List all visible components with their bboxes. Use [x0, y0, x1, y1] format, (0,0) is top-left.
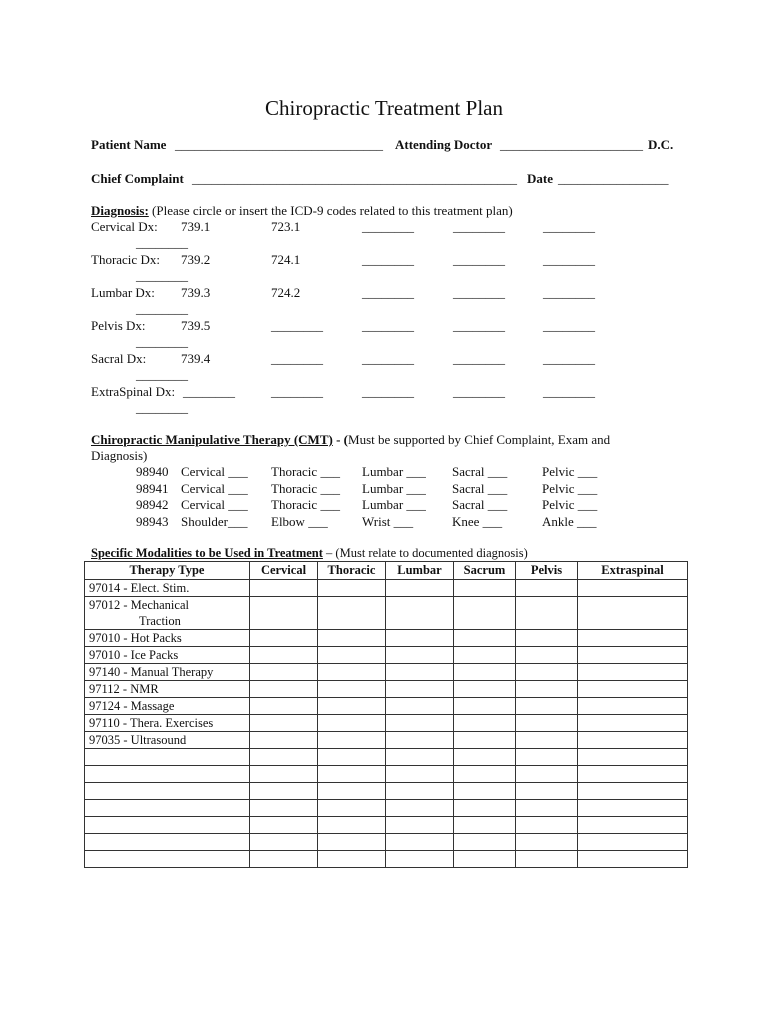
modality-checkbox-cell[interactable]: [578, 783, 688, 800]
table-row: [85, 597, 688, 630]
diagnosis-code: 739.5: [181, 318, 211, 333]
column-header: Pelvis: [516, 562, 578, 580]
diagnosis-code-blank[interactable]: ________: [453, 285, 505, 300]
modality-checkbox-cell[interactable]: [386, 749, 454, 766]
cmt-dash: -: [332, 432, 344, 447]
diagnosis-code-blank[interactable]: ________: [543, 318, 595, 333]
cmt-heading: Chiropractic Manipulative Therapy (CMT): [91, 432, 333, 447]
column-header: Lumbar: [386, 562, 454, 580]
modality-checkbox-cell[interactable]: [454, 597, 516, 630]
diagnosis-code: 739.2: [181, 252, 211, 267]
modality-checkbox-cell[interactable]: [454, 715, 516, 732]
cmt-region-checkbox[interactable]: Shoulder___: [181, 513, 248, 529]
therapy-type-cell: [85, 715, 250, 732]
modality-checkbox-cell[interactable]: [318, 647, 386, 664]
modality-checkbox-cell[interactable]: [578, 681, 688, 698]
table-row: [85, 715, 688, 732]
diagnosis-code-blank[interactable]: ________: [362, 384, 414, 399]
modality-checkbox-cell[interactable]: [250, 834, 318, 851]
diagnosis-code-blank[interactable]: ________: [271, 318, 323, 333]
therapy-type-cell: [85, 630, 250, 647]
cmt-code: 98940: [136, 464, 169, 479]
therapy-type-cell: [85, 732, 250, 749]
modality-checkbox-cell[interactable]: [516, 817, 578, 834]
table-row: [85, 834, 688, 851]
modality-checkbox-cell[interactable]: [318, 800, 386, 817]
modality-checkbox-cell[interactable]: [578, 580, 688, 597]
modality-checkbox-cell[interactable]: [454, 766, 516, 783]
diagnosis-code-blank[interactable]: ________: [136, 301, 188, 316]
table-row: [85, 851, 688, 868]
diagnosis-row-label: Cervical Dx:: [91, 219, 158, 234]
modality-checkbox-cell[interactable]: [318, 834, 386, 851]
therapy-type-cell: [85, 597, 250, 630]
therapy-type-cell: [85, 800, 250, 817]
patient-name-label: Patient Name: [91, 137, 167, 152]
diagnosis-row-label: Sacral Dx:: [91, 351, 147, 366]
diagnosis-code-blank[interactable]: ________: [543, 285, 595, 300]
patient-name-field[interactable]: ________________________________: [175, 137, 383, 152]
diagnosis-code-blank[interactable]: ________: [543, 252, 595, 267]
modality-checkbox-cell[interactable]: [454, 630, 516, 647]
cmt-code: 98942: [136, 497, 169, 512]
modality-checkbox-cell[interactable]: [578, 817, 688, 834]
diagnosis-code-blank[interactable]: ________: [136, 268, 188, 283]
table-row: [85, 664, 688, 681]
modality-checkbox-cell[interactable]: [318, 597, 386, 630]
therapy-type-cell: [85, 647, 250, 664]
therapy-type-cell: [85, 817, 250, 834]
modality-checkbox-cell[interactable]: [250, 732, 318, 749]
cmt-region-checkbox[interactable]: Lumbar ___: [362, 480, 426, 496]
diagnosis-code-blank[interactable]: ________: [543, 351, 595, 366]
modality-checkbox-cell[interactable]: [578, 800, 688, 817]
diagnosis-code-blank[interactable]: ________: [136, 235, 188, 250]
modality-checkbox-cell[interactable]: [386, 681, 454, 698]
modality-checkbox-cell[interactable]: [578, 851, 688, 868]
diagnosis-code: 724.2: [271, 285, 301, 300]
therapy-type-label: 97010 - Ice Packs: [89, 648, 179, 662]
modalities-heading: Specific Modalities to be Used in Treatment: [91, 546, 323, 560]
diagnosis-code-blank[interactable]: ________: [362, 318, 414, 333]
therapy-type-cell: [85, 664, 250, 681]
therapy-type-label: 97112 - NMR: [89, 682, 159, 696]
cmt-region-checkbox[interactable]: Wrist ___: [362, 513, 414, 529]
cmt-region-checkbox[interactable]: Cervical ___: [181, 497, 248, 512]
therapy-type-label: 97012 - Mechanical: [89, 598, 189, 612]
diagnosis-row-label: Lumbar Dx:: [91, 285, 155, 300]
modality-checkbox-cell[interactable]: [386, 817, 454, 834]
modality-checkbox-cell[interactable]: [454, 698, 516, 715]
therapy-type-label: 97035 - Ultrasound: [89, 733, 187, 747]
column-header: Extraspinal: [578, 562, 688, 580]
modality-checkbox-cell[interactable]: [386, 851, 454, 868]
therapy-type-cell: [85, 851, 250, 868]
cmt-region-checkbox[interactable]: Pelvic ___: [542, 497, 598, 512]
modality-checkbox-cell[interactable]: [386, 597, 454, 630]
cmt-region-checkbox[interactable]: Lumbar ___: [362, 464, 426, 479]
diagnosis-row-label: Pelvis Dx:: [91, 318, 146, 333]
modality-checkbox-cell[interactable]: [454, 783, 516, 800]
therapy-type-label-cont: Traction: [139, 614, 181, 628]
modalities-instruction: – (Must relate to documented diagnosis): [322, 546, 528, 560]
diagnosis-code-blank[interactable]: ________: [136, 367, 188, 382]
modality-checkbox-cell[interactable]: [454, 800, 516, 817]
cmt-region-checkbox[interactable]: Pelvic ___: [542, 480, 598, 496]
diagnosis-heading: Diagnosis:: [91, 203, 149, 218]
date-label: Date: [527, 171, 553, 186]
modalities-table-body: [85, 580, 688, 868]
modality-checkbox-cell[interactable]: [386, 834, 454, 851]
chief-complaint-label: Chief Complaint: [91, 171, 184, 186]
diagnosis-code-blank[interactable]: ________: [453, 384, 505, 399]
dc-label: D.C.: [648, 137, 674, 152]
diagnosis-code: 739.1: [181, 219, 211, 234]
cmt-region-checkbox[interactable]: Cervical ___: [181, 464, 248, 479]
cmt-region-checkbox[interactable]: Elbow ___: [271, 513, 328, 529]
modality-checkbox-cell[interactable]: [578, 732, 688, 749]
diagnosis-code-blank[interactable]: ________: [453, 252, 505, 267]
diagnosis-code: 739.3: [181, 285, 211, 300]
modality-checkbox-cell[interactable]: [386, 783, 454, 800]
modality-checkbox-cell[interactable]: [250, 580, 318, 597]
diagnosis-heading-line: [91, 203, 513, 219]
cmt-region-checkbox[interactable]: Ankle ___: [542, 513, 597, 529]
modality-checkbox-cell[interactable]: [250, 783, 318, 800]
cmt-region-checkbox[interactable]: Thoracic ___: [271, 480, 340, 496]
diagnosis-code-blank[interactable]: ________: [271, 351, 323, 366]
cmt-code: 98943: [136, 513, 169, 529]
modality-checkbox-cell[interactable]: [386, 647, 454, 664]
therapy-type-cell: [85, 834, 250, 851]
diagnosis-code-blank[interactable]: ________: [453, 219, 505, 234]
modality-checkbox-cell[interactable]: [318, 715, 386, 732]
modality-checkbox-cell[interactable]: [454, 851, 516, 868]
cmt-paren: (: [343, 432, 349, 447]
modality-checkbox-cell[interactable]: [318, 698, 386, 715]
modality-checkbox-cell[interactable]: [454, 749, 516, 766]
cmt-code: 98941: [136, 480, 169, 496]
table-row: [85, 630, 688, 647]
modality-checkbox-cell[interactable]: [516, 766, 578, 783]
modality-checkbox-cell[interactable]: [318, 749, 386, 766]
modality-checkbox-cell[interactable]: [250, 817, 318, 834]
cmt-region-checkbox[interactable]: Sacral ___: [452, 464, 508, 479]
modality-checkbox-cell[interactable]: [516, 580, 578, 597]
modality-checkbox-cell[interactable]: [250, 749, 318, 766]
therapy-type-cell: [85, 698, 250, 715]
therapy-type-cell: [85, 580, 250, 597]
diagnosis-code-blank[interactable]: ________: [543, 219, 595, 234]
table-row: [85, 698, 688, 715]
diagnosis-code-blank[interactable]: ________: [136, 400, 188, 415]
table-row: [85, 580, 688, 597]
modality-checkbox-cell[interactable]: [386, 630, 454, 647]
modality-checkbox-cell[interactable]: [386, 732, 454, 749]
modality-checkbox-cell[interactable]: [386, 580, 454, 597]
table-row: [85, 749, 688, 766]
table-header-row: [85, 562, 688, 580]
diagnosis-row-label: ExtraSpinal Dx:: [91, 384, 176, 399]
diagnosis-code-blank[interactable]: ________: [271, 384, 323, 399]
modality-checkbox-cell[interactable]: [250, 698, 318, 715]
diagnosis-code-blank[interactable]: ________: [362, 351, 414, 366]
diagnosis-code-blank[interactable]: ________: [362, 219, 414, 234]
modality-checkbox-cell[interactable]: [578, 630, 688, 647]
modality-checkbox-cell[interactable]: [318, 783, 386, 800]
column-header: Thoracic: [318, 562, 386, 580]
modality-checkbox-cell[interactable]: [516, 749, 578, 766]
modality-checkbox-cell[interactable]: [578, 749, 688, 766]
diagnosis-code-blank[interactable]: ________: [136, 334, 188, 349]
modality-checkbox-cell[interactable]: [454, 732, 516, 749]
modality-checkbox-cell[interactable]: [386, 715, 454, 732]
modality-checkbox-cell[interactable]: [386, 698, 454, 715]
cmt-instruction-cont: Diagnosis): [91, 448, 148, 463]
diagnosis-code: 739.4: [181, 351, 211, 366]
modality-checkbox-cell[interactable]: [516, 715, 578, 732]
diagnosis-code: 723.1: [271, 219, 301, 234]
modality-checkbox-cell[interactable]: [516, 732, 578, 749]
table-row: [85, 817, 688, 834]
modality-checkbox-cell[interactable]: [318, 630, 386, 647]
cmt-region-checkbox[interactable]: Sacral ___: [452, 497, 508, 512]
cmt-region-checkbox[interactable]: Thoracic ___: [271, 464, 340, 479]
diagnosis-code-blank[interactable]: ________: [362, 252, 414, 267]
modality-checkbox-cell[interactable]: [516, 597, 578, 630]
modality-checkbox-cell[interactable]: [318, 732, 386, 749]
modalities-table: [84, 561, 688, 868]
table-row: [85, 681, 688, 698]
therapy-type-cell: [85, 681, 250, 698]
modality-checkbox-cell[interactable]: [454, 834, 516, 851]
cmt-region-checkbox[interactable]: Cervical ___: [181, 480, 248, 496]
column-header: Cervical: [250, 562, 318, 580]
modality-checkbox-cell[interactable]: [516, 647, 578, 664]
modalities-heading-line: [91, 545, 528, 561]
cmt-region-checkbox[interactable]: Sacral ___: [452, 480, 508, 496]
modality-checkbox-cell[interactable]: [318, 580, 386, 597]
modality-checkbox-cell[interactable]: [516, 800, 578, 817]
modality-checkbox-cell[interactable]: [318, 817, 386, 834]
diagnosis-code-blank[interactable]: ________: [362, 285, 414, 300]
modality-checkbox-cell[interactable]: [578, 698, 688, 715]
modality-checkbox-cell[interactable]: [386, 766, 454, 783]
attending-doctor-label: Attending Doctor: [395, 137, 493, 152]
modality-checkbox-cell[interactable]: [454, 664, 516, 681]
modality-checkbox-cell[interactable]: [516, 834, 578, 851]
modality-checkbox-cell[interactable]: [250, 800, 318, 817]
therapy-type-label: 97124 - Massage: [89, 699, 175, 713]
cmt-region-checkbox[interactable]: Knee ___: [452, 513, 503, 529]
modality-checkbox-cell[interactable]: [250, 681, 318, 698]
modality-checkbox-cell[interactable]: [318, 851, 386, 868]
attending-doctor-field[interactable]: ______________________: [500, 137, 643, 152]
modality-checkbox-cell[interactable]: [318, 681, 386, 698]
therapy-type-label: 97110 - Thera. Exercises: [89, 716, 214, 730]
modality-checkbox-cell[interactable]: [516, 681, 578, 698]
modality-checkbox-cell[interactable]: [250, 630, 318, 647]
modality-checkbox-cell[interactable]: [578, 597, 688, 630]
diagnosis-code: 724.1: [271, 252, 301, 267]
modality-checkbox-cell[interactable]: [578, 647, 688, 664]
diagnosis-instruction: (Please circle or insert the ICD-9 codes related to this treatment plan): [148, 203, 513, 218]
modality-checkbox-cell[interactable]: [454, 681, 516, 698]
modality-checkbox-cell[interactable]: [578, 766, 688, 783]
modality-checkbox-cell[interactable]: [578, 664, 688, 681]
therapy-type-label: 97140 - Manual Therapy: [89, 665, 214, 679]
therapy-type-label: 97014 - Elect. Stim.: [89, 581, 190, 595]
modality-checkbox-cell[interactable]: [318, 664, 386, 681]
cmt-instruction: Must be supported by Chief Complaint, Exam and: [348, 432, 611, 447]
modality-checkbox-cell[interactable]: [516, 783, 578, 800]
table-row: [85, 800, 688, 817]
cmt-region-checkbox[interactable]: Lumbar ___: [362, 497, 426, 512]
diagnosis-code-blank[interactable]: ________: [183, 384, 235, 399]
cmt-heading-line: [91, 432, 610, 448]
modality-checkbox-cell[interactable]: [516, 664, 578, 681]
modality-checkbox-cell[interactable]: [516, 630, 578, 647]
column-header: Sacrum: [454, 562, 516, 580]
modality-checkbox-cell[interactable]: [250, 647, 318, 664]
modality-checkbox-cell[interactable]: [318, 766, 386, 783]
modality-checkbox-cell[interactable]: [454, 580, 516, 597]
cmt-region-checkbox[interactable]: Pelvic ___: [542, 464, 598, 479]
modality-checkbox-cell[interactable]: [454, 817, 516, 834]
table-row: [85, 647, 688, 664]
therapy-type-label: 97010 - Hot Packs: [89, 631, 182, 645]
table-row: [85, 732, 688, 749]
modality-checkbox-cell[interactable]: [250, 766, 318, 783]
diagnosis-code-blank[interactable]: ________: [453, 351, 505, 366]
diagnosis-code-blank[interactable]: ________: [543, 384, 595, 399]
chief-complaint-field[interactable]: __________________________________________________: [192, 171, 517, 186]
table-row: [85, 783, 688, 800]
therapy-type-cell: [85, 783, 250, 800]
therapy-type-cell: [85, 749, 250, 766]
modality-checkbox-cell[interactable]: [250, 851, 318, 868]
diagnosis-code-blank[interactable]: ________: [453, 318, 505, 333]
modality-checkbox-cell[interactable]: [578, 834, 688, 851]
column-header: Therapy Type: [85, 562, 250, 580]
modality-checkbox-cell[interactable]: [386, 664, 454, 681]
modality-checkbox-cell[interactable]: [250, 715, 318, 732]
diagnosis-row-label: Thoracic Dx:: [91, 252, 160, 267]
modality-checkbox-cell[interactable]: [250, 664, 318, 681]
modality-checkbox-cell[interactable]: [250, 597, 318, 630]
cmt-region-checkbox[interactable]: Thoracic ___: [271, 497, 340, 512]
modality-checkbox-cell[interactable]: [454, 647, 516, 664]
modality-checkbox-cell[interactable]: [386, 800, 454, 817]
modality-checkbox-cell[interactable]: [516, 851, 578, 868]
date-field[interactable]: _________________: [558, 171, 669, 186]
therapy-type-cell: [85, 766, 250, 783]
table-row: [85, 766, 688, 783]
modality-checkbox-cell[interactable]: [516, 698, 578, 715]
form-title: Chiropractic Treatment Plan: [265, 96, 503, 120]
modality-checkbox-cell[interactable]: [578, 715, 688, 732]
